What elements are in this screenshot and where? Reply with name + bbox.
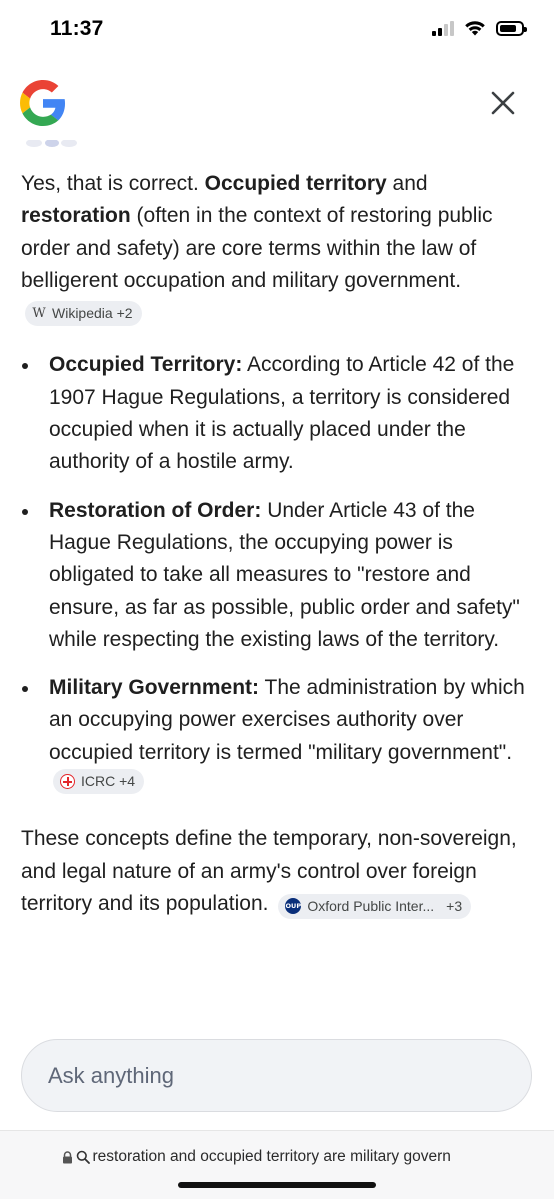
lock-icon — [62, 1151, 73, 1164]
status-icons — [432, 20, 524, 36]
ask-box[interactable] — [21, 1039, 532, 1112]
source-chip-oxford[interactable]: OUP Oxford Public Inter... +3 — [278, 894, 471, 919]
faded-source-icons — [24, 140, 80, 150]
source-chip-wikipedia[interactable]: W Wikipedia +2 — [25, 301, 142, 326]
icrc-icon — [60, 774, 75, 789]
url-bar[interactable] — [0, 1130, 554, 1199]
term-restoration: restoration — [21, 204, 131, 228]
wifi-icon — [464, 20, 486, 36]
google-g-logo — [20, 80, 66, 126]
term-occupied-territory: Occupied territory — [204, 172, 387, 195]
home-indicator — [178, 1182, 376, 1188]
wikipedia-icon: W — [32, 306, 46, 322]
ai-answer — [21, 168, 533, 920]
source-chip-icrc[interactable]: ICRC +4 — [53, 769, 144, 794]
answer-bullet-list — [21, 349, 533, 801]
oup-icon: OUP — [285, 898, 301, 914]
list-item: Occupied Territory: According to Article 42 of the 1907 Hague Regulations, a territory is considered occupied when it is actually placed under the authority of a hostile army. — [21, 349, 533, 478]
url-text[interactable]: restoration and occupied territory are military govern — [92, 1148, 451, 1165]
ask-input[interactable] — [48, 1040, 498, 1111]
url-row[interactable] — [0, 1145, 554, 1169]
battery-icon — [496, 21, 524, 36]
list-item: Military Government: The administration by which an occupying power exercises authority over occupied territory is termed "military government". ICRC +4 — [21, 672, 533, 801]
close-icon — [491, 91, 515, 115]
answer-conclusion: These concepts define the temporary, non-sovereign, and legal nature of an army's control over foreign territory and its population. OUP Oxford Public Inter... +3 — [21, 823, 533, 920]
status-time: 11:37 — [50, 17, 104, 40]
search-icon — [76, 1150, 90, 1164]
status-bar — [0, 0, 554, 62]
list-item: Restoration of Order: Under Article 43 of the Hague Regulations, the occupying power is obligated to take all measures to "restore and ensure, as far as possible, public order and safety" while respecting the existing laws of the territory. — [21, 495, 533, 656]
cellular-signal-icon — [432, 20, 454, 36]
answer-intro: Yes, that is correct. Occupied territory and restoration (often in the context of restoring public order and safety) are core terms within the law of belligerent occupation and military government. W Wikipedia +2 — [21, 168, 533, 329]
close-button[interactable] — [486, 86, 520, 120]
